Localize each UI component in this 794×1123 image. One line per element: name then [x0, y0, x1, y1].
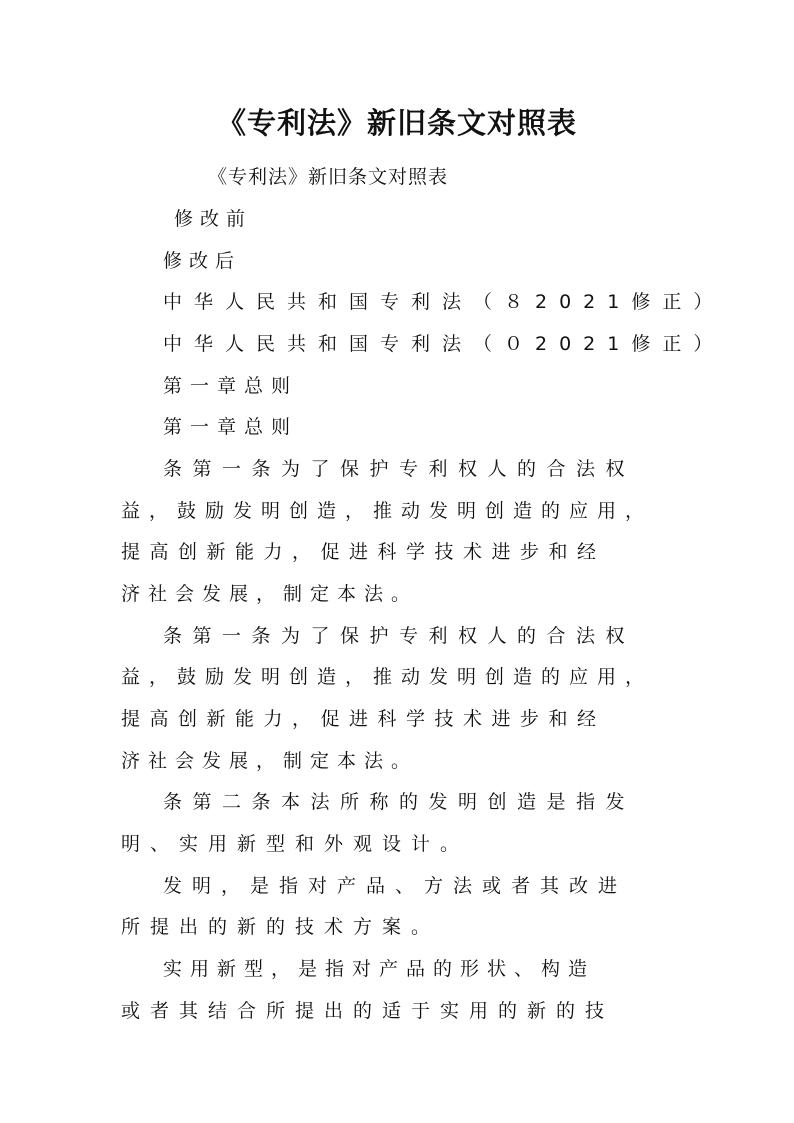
text-line: 济社会发展，制定本法。	[121, 583, 419, 605]
label-before-revision: 修改前	[174, 208, 253, 230]
text-line: 明、实用新型和外观设计。	[121, 833, 470, 855]
text-line: 益，鼓励发明创造，推动发明创造的应用，	[121, 666, 654, 688]
text-line: 条第一条为了保护专利权人的合法权	[163, 625, 636, 647]
text-line: 所提出的新的技术方案。	[121, 916, 441, 938]
text-line: 发明，是指对产品、方法或者其改进	[163, 875, 628, 897]
text-line: 或者其结合所提出的适于实用的新的技	[121, 1000, 615, 1022]
chapter-heading-after: 第一章总则	[163, 416, 299, 438]
law-name-after: 中华人民共和国专利法（０2021修正）	[163, 333, 725, 355]
text-line: 济社会发展，制定本法。	[121, 750, 419, 772]
text-line: 益，鼓励发明创造，推动发明创造的应用，	[121, 500, 654, 522]
text-line: 提高创新能力，促进科学技术进步和经	[121, 708, 606, 730]
chapter-heading-before: 第一章总则	[163, 375, 299, 397]
text-line: 条第二条本法所称的发明创造是指发	[163, 791, 636, 813]
text-line: 条第一条为了保护专利权人的合法权	[163, 458, 636, 480]
text-line: 实用新型，是指对产品的形状、构造	[163, 958, 596, 980]
document-title: 《专利法》新旧条文对照表	[216, 106, 577, 140]
document-subtitle: 《专利法》新旧条文对照表	[208, 166, 449, 188]
law-name-before: 中华人民共和国专利法（８2021修正）	[163, 291, 725, 313]
label-after-revision: 修改后	[163, 250, 242, 272]
text-line: 提高创新能力，促进科学技术进步和经	[121, 541, 606, 563]
